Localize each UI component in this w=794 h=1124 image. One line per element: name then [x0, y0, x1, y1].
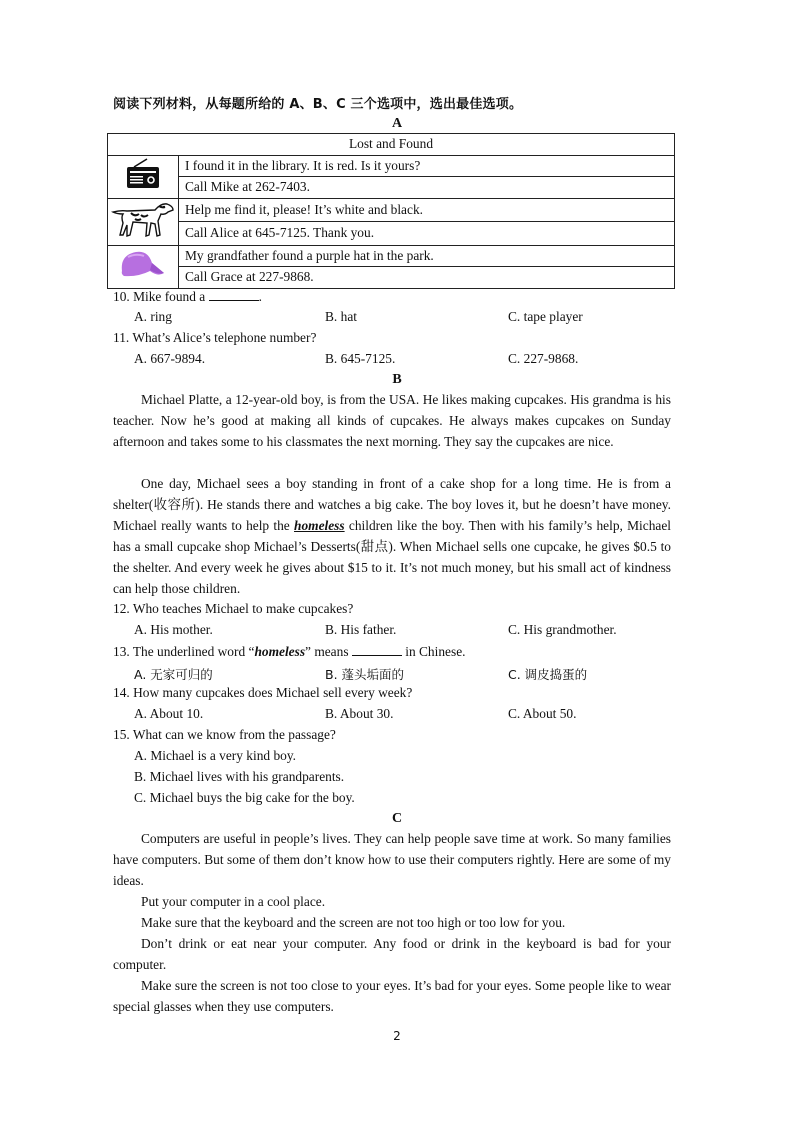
- radio-cell: [108, 155, 179, 198]
- q13-option-b[interactable]: B. 蓬头垢面的: [325, 667, 405, 682]
- row-1-contact: Call Mike at 262-7403.: [179, 177, 675, 199]
- row-2-text: Help me find it, please! It’s white and black.: [179, 198, 675, 222]
- q13-option-c[interactable]: C. 调皮捣蛋的: [508, 667, 588, 682]
- passage-c-paragraph-3: [113, 913, 671, 934]
- question-13-stem: in Chinese.: [401, 644, 466, 659]
- dog-icon: [111, 199, 175, 239]
- question-14: 14. How many cupcakes does Michael sell every week?: [113, 685, 413, 700]
- paragraph-text: Michael Platte, a 12-year-old boy, is from the USA. He likes making cupcakes. His grandma is his teacher. Now he’s good at making all kinds of cupcakes. He always makes cupcakes on Sunday afternoon and takes some to his classmates the next morning. They say the cupcakes are nice.: [113, 392, 671, 449]
- passage-c-paragraph-4: [113, 934, 671, 976]
- q12-option-c[interactable]: C. His grandmother.: [508, 622, 617, 637]
- q14-option-b[interactable]: B. About 30.: [325, 706, 394, 721]
- question-15: 15. What can we know from the passage?: [113, 727, 336, 742]
- answer-blank: [352, 643, 402, 656]
- question-13-word: homeless: [254, 644, 306, 659]
- passage-b-paragraph-2: [113, 474, 671, 599]
- q10-option-a[interactable]: A. ring: [134, 309, 172, 324]
- question-13-stem: 13. The underlined word “: [113, 644, 255, 659]
- q15-option-c[interactable]: C. Michael buys the big cake for the boy.: [134, 790, 355, 805]
- section-c-heading: C: [391, 811, 403, 826]
- passage-b-paragraph-1: [113, 390, 671, 453]
- q12-option-a[interactable]: A. His mother.: [134, 622, 213, 637]
- question-11: 11. What’s Alice’s telephone number?: [113, 330, 317, 345]
- cap-icon: [118, 247, 168, 281]
- q11-option-b[interactable]: B. 645-7125.: [325, 351, 396, 366]
- q10-option-b[interactable]: B. hat: [325, 309, 357, 324]
- row-3-text: My grandfather found a purple hat in the park.: [179, 245, 675, 267]
- row-3-contact: Call Grace at 227-9868.: [179, 267, 675, 289]
- passage-c-paragraph-5: [113, 976, 671, 1018]
- passage-c-paragraph-2: [113, 892, 671, 913]
- paragraph-text: children like the boy. Then with his family’s help, Michael has a small cupcake shop Michael’s Desserts(甜点). When Michael sells one cupcake, he gives $0.5 to the shelter. And every week he gives about $15 to it. It’s not much money, but his small act of kindness can help those children.: [113, 517, 671, 596]
- q11-option-c[interactable]: C. 227-9868.: [508, 351, 579, 366]
- question-10-end: .: [258, 289, 262, 304]
- q12-option-b[interactable]: B. His father.: [325, 622, 397, 637]
- q11-option-a[interactable]: A. 667-9894.: [134, 351, 206, 366]
- dog-cell: [108, 198, 179, 245]
- question-13: [113, 643, 466, 660]
- section-a-heading: A: [391, 116, 403, 131]
- paragraph-text: Don’t drink or eat near your computer. Any food or drink in the keyboard is bad for your computer.: [113, 936, 671, 972]
- q10-option-c[interactable]: C. tape player: [508, 309, 583, 324]
- q15-option-a[interactable]: A. Michael is a very kind boy.: [134, 748, 297, 763]
- row-2-contact: Call Alice at 645-7125. Thank you.: [179, 222, 675, 246]
- q15-option-b[interactable]: B. Michael lives with his grandparents.: [134, 769, 345, 784]
- answer-blank: [209, 288, 259, 301]
- radio-icon: [125, 158, 161, 190]
- question-10: [113, 288, 262, 305]
- paragraph-text: Make sure the screen is not too close to your eyes. It’s bad for your eyes. Some people like to wear special glasses when they use computers.: [113, 978, 671, 1014]
- table-title: Lost and Found: [108, 134, 675, 156]
- lost-and-found-table: [107, 133, 675, 289]
- q14-option-a[interactable]: A. About 10.: [134, 706, 204, 721]
- instructions: 阅读下列材料，从每题所给的 A、B、C 三个选项中，选出最佳选项。: [113, 97, 523, 112]
- page-number: 2: [393, 1029, 401, 1043]
- paragraph-text: One day, Michael sees a boy standing in front of a cake shop for a long time. He is from a shelter(收容所). He stands there and watches a big cake. The boy loves it, but he doesn’t have money. Michael really wants to help the: [113, 476, 671, 533]
- passage-c-paragraph-1: [113, 829, 671, 892]
- q13-option-a[interactable]: A. 无家可归的: [134, 667, 213, 682]
- row-1-text: I found it in the library. It is red. Is it yours?: [179, 155, 675, 177]
- cap-cell: [108, 245, 179, 288]
- section-b-heading: B: [392, 372, 402, 387]
- paragraph-text: Put your computer in a cool place.: [141, 894, 326, 909]
- question-13-stem: ” means: [305, 644, 352, 659]
- underlined-word: homeless: [294, 517, 345, 533]
- paragraph-text: Make sure that the keyboard and the screen are not too high or too low for you.: [141, 915, 566, 930]
- q14-option-c[interactable]: C. About 50.: [508, 706, 577, 721]
- question-10-stem: 10. Mike found a: [113, 289, 209, 304]
- paragraph-text: Computers are useful in people’s lives. They can help people save time at work. So many families have computers. But some of them don’t know how to use their computers rightly. Here are some of my ideas.: [113, 831, 671, 888]
- question-12: 12. Who teaches Michael to make cupcakes?: [113, 601, 354, 616]
